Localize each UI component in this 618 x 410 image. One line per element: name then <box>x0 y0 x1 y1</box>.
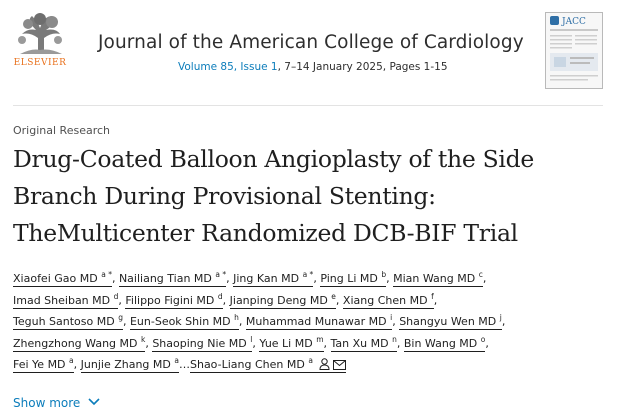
article-type: Original Research <box>13 124 110 137</box>
cover-graphic <box>546 13 602 88</box>
title-line: Branch During Provisional Stenting: <box>13 182 436 210</box>
person-icon <box>319 358 330 370</box>
author-link[interactable]: Zhengzhong Wang MD $^k$ <box>13 334 146 350</box>
author-link[interactable]: Fei Ye MD $^a$ <box>13 356 74 371</box>
journal-cover-thumbnail[interactable] <box>545 12 603 89</box>
author-link[interactable]: Filippo Figini MD $^d$ <box>125 291 223 307</box>
author-link[interactable]: Shaoping Nie MD $^l$ <box>152 334 253 350</box>
corresponding-author-link[interactable]: Shao-Liang Chen MD $^a$ <box>190 358 346 373</box>
journal-header <box>0 0 618 100</box>
title-line: Drug-Coated Balloon Angioplasty of the Side <box>13 145 534 173</box>
header-divider <box>13 105 603 106</box>
cover-label: JACC <box>562 17 586 27</box>
issue-info <box>178 61 448 73</box>
author-link[interactable]: Xiaofei Gao MD $^{a *}$ <box>13 270 112 285</box>
author-link[interactable]: Tan Xu MD $^n$ <box>330 334 397 350</box>
author-link[interactable]: Imad Sheiban MD $^d$ <box>13 291 119 307</box>
journal-title[interactable]: Journal of the American College of Cardiology <box>98 32 524 53</box>
publisher-name[interactable]: ELSEVIER <box>13 58 67 68</box>
author-link[interactable]: Muhammad Munawar MD $^i$ <box>245 313 393 328</box>
title-line: TheMulticenter Randomized DCB-BIF Trial <box>13 219 518 247</box>
author-link[interactable]: Eun-Seok Shin MD $^h$ <box>129 313 239 328</box>
article-title <box>13 141 613 252</box>
show-more-label: Show more <box>13 396 81 410</box>
author-ellipsis: … <box>178 358 190 371</box>
author-link[interactable]: Jianping Deng MD $^e$ <box>229 291 336 307</box>
author-link[interactable]: Ping Li MD $^b$ <box>320 270 387 285</box>
author-link[interactable]: Shangyu Wen MD $^j$ <box>399 313 502 328</box>
author-line: Zhengzhong Wang MD $^k$, Shaoping Nie MD $^l$, Yue Li MD $^m$, Tan Xu MD $^n$, Bin Wang MD $^o$, <box>13 334 489 350</box>
author-list <box>13 270 613 378</box>
author-line: Teguh Santoso MD $^g$, Eun-Seok Shin MD $^h$, Muhammad Munawar MD $^i$, Shangyu Wen MD $^j$, <box>13 313 506 328</box>
chevron-down-icon <box>88 398 100 406</box>
author-link[interactable]: Bin Wang MD $^o$ <box>403 334 486 350</box>
show-more-button[interactable] <box>13 396 100 410</box>
author-link[interactable]: Mian Wang MD $^c$ <box>393 270 483 285</box>
volume-issue-link[interactable]: Volume 85, Issue 1 <box>178 61 278 73</box>
author-line: Xiaofei Gao MD $^{a *}$, Nailiang Tian MD $^{a *}$, Jing Kan MD $^{a *}$, Ping Li MD $^b$, Mian Wang MD $^c$, <box>13 270 487 285</box>
author-link[interactable]: Yue Li MD $^m$ <box>259 334 324 350</box>
author-link[interactable]: Junjie Zhang MD $^a$ <box>80 356 179 371</box>
author-line: Imad Sheiban MD $^d$, Filippo Figini MD $^d$, Jianping Deng MD $^e$, Xiang Chen MD $^f$, <box>13 291 438 307</box>
author-line: Fei Ye MD $^a$, Junjie Zhang MD $^a$…Shao-Liang Chen MD $^a$ <box>13 356 613 378</box>
mail-icon <box>333 360 346 370</box>
author-link[interactable]: Xiang Chen MD $^f$ <box>342 291 434 307</box>
author-link[interactable]: Jing Kan MD $^{a *}$ <box>233 270 314 285</box>
author-link[interactable]: Teguh Santoso MD $^g$ <box>13 313 123 328</box>
author-link[interactable]: Nailiang Tian MD $^{a *}$ <box>118 270 227 285</box>
issue-dates: , 7–14 January 2025, Pages 1-15 <box>277 61 448 73</box>
